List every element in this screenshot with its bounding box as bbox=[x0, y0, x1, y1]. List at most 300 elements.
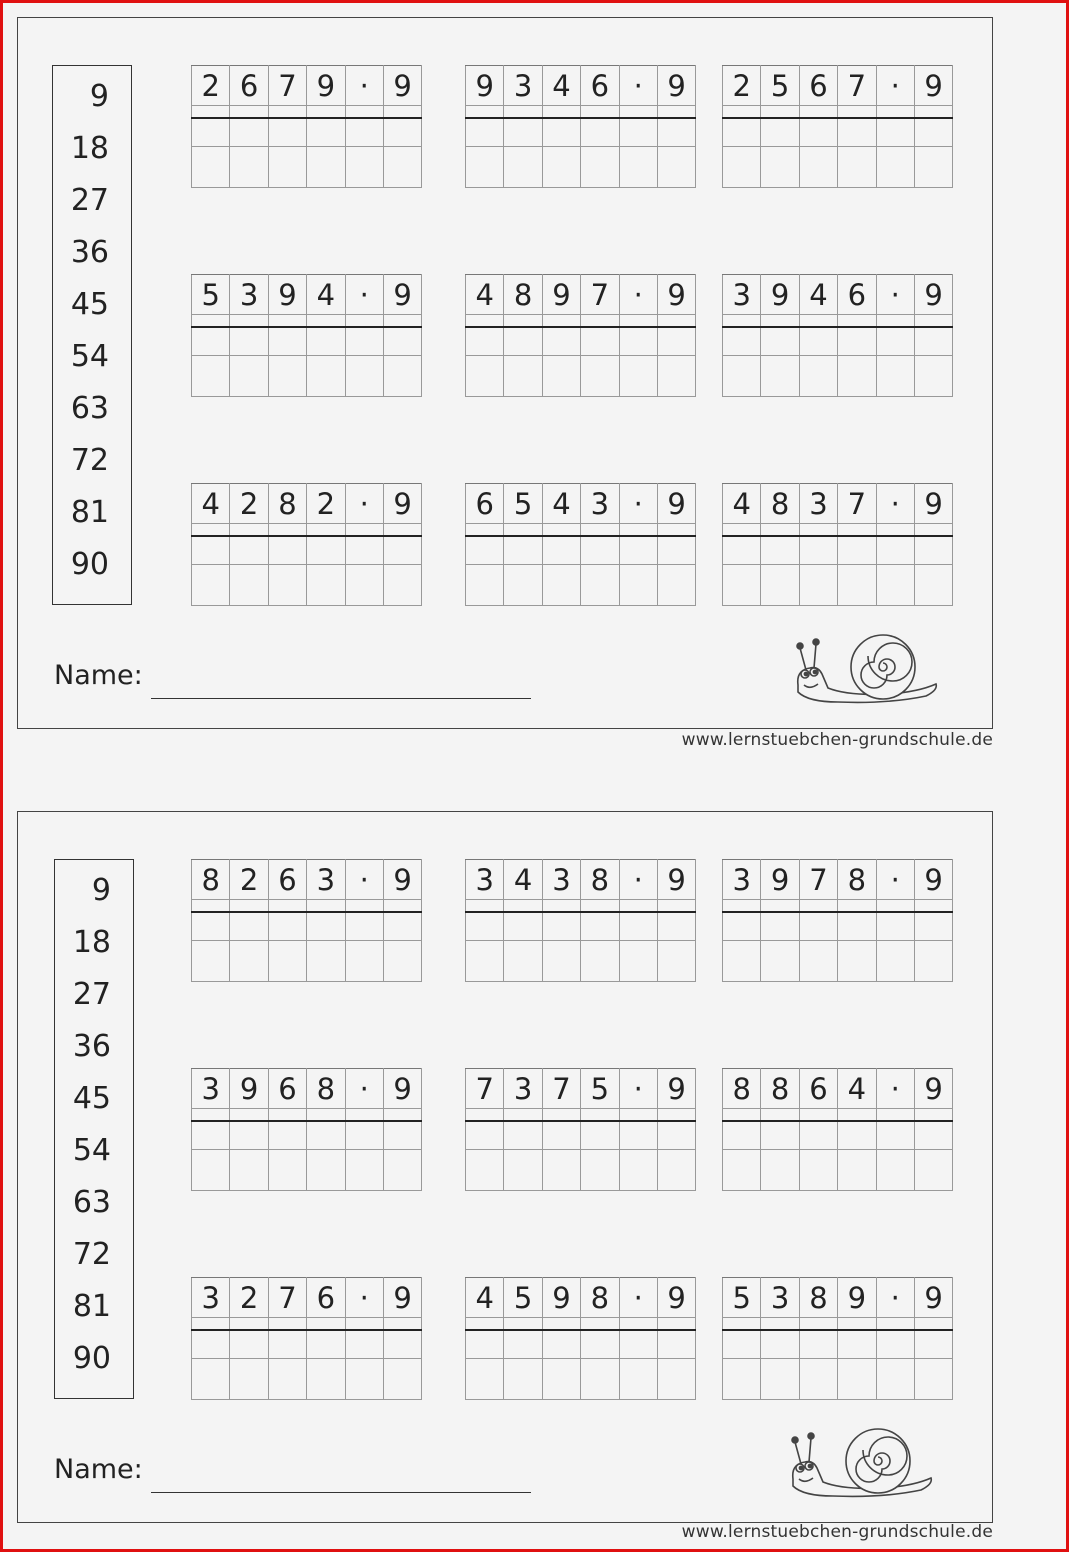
answer-cell[interactable] bbox=[914, 524, 952, 536]
answer-cell[interactable] bbox=[466, 900, 504, 912]
answer-cell[interactable] bbox=[619, 565, 657, 606]
answer-cell[interactable] bbox=[383, 118, 421, 147]
answer-cell[interactable] bbox=[345, 118, 383, 147]
answer-cell[interactable] bbox=[542, 1330, 580, 1359]
answer-cell[interactable] bbox=[542, 106, 580, 118]
answer-cell[interactable] bbox=[581, 106, 619, 118]
answer-cell[interactable] bbox=[619, 524, 657, 536]
answer-cell[interactable] bbox=[581, 941, 619, 982]
answer-cell[interactable] bbox=[799, 118, 837, 147]
answer-cell[interactable] bbox=[383, 565, 421, 606]
answer-cell[interactable] bbox=[542, 1109, 580, 1121]
answer-cell[interactable] bbox=[307, 565, 345, 606]
answer-cell[interactable] bbox=[383, 1150, 421, 1191]
answer-cell[interactable] bbox=[619, 1330, 657, 1359]
answer-cell[interactable] bbox=[657, 327, 695, 356]
answer-cell[interactable] bbox=[466, 147, 504, 188]
answer-cell[interactable] bbox=[504, 315, 542, 327]
answer-cell[interactable] bbox=[761, 118, 799, 147]
answer-cell[interactable] bbox=[876, 536, 914, 565]
answer-cell[interactable] bbox=[838, 524, 876, 536]
answer-cell[interactable] bbox=[914, 1330, 952, 1359]
answer-cell[interactable] bbox=[466, 1359, 504, 1400]
answer-cell[interactable] bbox=[504, 1109, 542, 1121]
answer-cell[interactable] bbox=[268, 900, 306, 912]
answer-cell[interactable] bbox=[230, 147, 268, 188]
answer-cell[interactable] bbox=[192, 565, 230, 606]
answer-cell[interactable] bbox=[657, 900, 695, 912]
answer-cell[interactable] bbox=[504, 565, 542, 606]
answer-cell[interactable] bbox=[914, 536, 952, 565]
answer-cell[interactable] bbox=[876, 1318, 914, 1330]
answer-cell[interactable] bbox=[761, 106, 799, 118]
answer-cell[interactable] bbox=[657, 1330, 695, 1359]
answer-cell[interactable] bbox=[761, 1121, 799, 1150]
answer-cell[interactable] bbox=[504, 536, 542, 565]
answer-cell[interactable] bbox=[581, 1330, 619, 1359]
answer-cell[interactable] bbox=[723, 147, 761, 188]
answer-cell[interactable] bbox=[307, 1359, 345, 1400]
answer-cell[interactable] bbox=[619, 1121, 657, 1150]
answer-cell[interactable] bbox=[799, 1330, 837, 1359]
answer-cell[interactable] bbox=[192, 900, 230, 912]
answer-cell[interactable] bbox=[876, 900, 914, 912]
answer-cell[interactable] bbox=[799, 147, 837, 188]
answer-cell[interactable] bbox=[799, 941, 837, 982]
answer-cell[interactable] bbox=[230, 941, 268, 982]
answer-cell[interactable] bbox=[542, 356, 580, 397]
answer-cell[interactable] bbox=[914, 1318, 952, 1330]
answer-cell[interactable] bbox=[876, 1109, 914, 1121]
answer-cell[interactable] bbox=[466, 1330, 504, 1359]
answer-cell[interactable] bbox=[876, 941, 914, 982]
answer-cell[interactable] bbox=[914, 941, 952, 982]
answer-cell[interactable] bbox=[542, 1121, 580, 1150]
answer-cell[interactable] bbox=[268, 565, 306, 606]
answer-cell[interactable] bbox=[761, 327, 799, 356]
answer-cell[interactable] bbox=[466, 536, 504, 565]
answer-cell[interactable] bbox=[504, 912, 542, 941]
answer-cell[interactable] bbox=[345, 1330, 383, 1359]
answer-cell[interactable] bbox=[619, 1109, 657, 1121]
answer-cell[interactable] bbox=[268, 327, 306, 356]
answer-cell[interactable] bbox=[581, 1150, 619, 1191]
answer-cell[interactable] bbox=[504, 1330, 542, 1359]
answer-cell[interactable] bbox=[307, 900, 345, 912]
answer-cell[interactable] bbox=[230, 118, 268, 147]
answer-cell[interactable] bbox=[838, 1109, 876, 1121]
answer-cell[interactable] bbox=[581, 565, 619, 606]
answer-cell[interactable] bbox=[345, 147, 383, 188]
answer-cell[interactable] bbox=[542, 315, 580, 327]
answer-cell[interactable] bbox=[723, 1330, 761, 1359]
answer-cell[interactable] bbox=[230, 1359, 268, 1400]
answer-cell[interactable] bbox=[657, 1121, 695, 1150]
answer-cell[interactable] bbox=[542, 1318, 580, 1330]
answer-cell[interactable] bbox=[619, 1150, 657, 1191]
answer-cell[interactable] bbox=[914, 147, 952, 188]
answer-cell[interactable] bbox=[192, 106, 230, 118]
answer-cell[interactable] bbox=[268, 536, 306, 565]
answer-cell[interactable] bbox=[192, 1330, 230, 1359]
answer-cell[interactable] bbox=[230, 524, 268, 536]
answer-cell[interactable] bbox=[799, 356, 837, 397]
answer-cell[interactable] bbox=[192, 941, 230, 982]
answer-cell[interactable] bbox=[383, 536, 421, 565]
answer-cell[interactable] bbox=[466, 912, 504, 941]
name-input-line[interactable] bbox=[151, 698, 531, 699]
answer-cell[interactable] bbox=[876, 118, 914, 147]
answer-cell[interactable] bbox=[619, 327, 657, 356]
answer-cell[interactable] bbox=[914, 900, 952, 912]
answer-cell[interactable] bbox=[504, 941, 542, 982]
answer-cell[interactable] bbox=[876, 524, 914, 536]
answer-cell[interactable] bbox=[307, 1150, 345, 1191]
answer-cell[interactable] bbox=[383, 900, 421, 912]
answer-cell[interactable] bbox=[838, 1121, 876, 1150]
answer-cell[interactable] bbox=[230, 1330, 268, 1359]
answer-cell[interactable] bbox=[619, 941, 657, 982]
answer-cell[interactable] bbox=[268, 941, 306, 982]
answer-cell[interactable] bbox=[345, 356, 383, 397]
answer-cell[interactable] bbox=[307, 1318, 345, 1330]
answer-cell[interactable] bbox=[838, 118, 876, 147]
answer-cell[interactable] bbox=[761, 524, 799, 536]
answer-cell[interactable] bbox=[581, 315, 619, 327]
answer-cell[interactable] bbox=[723, 1109, 761, 1121]
answer-cell[interactable] bbox=[542, 327, 580, 356]
answer-cell[interactable] bbox=[466, 1318, 504, 1330]
answer-cell[interactable] bbox=[307, 327, 345, 356]
answer-cell[interactable] bbox=[466, 106, 504, 118]
answer-cell[interactable] bbox=[268, 106, 306, 118]
answer-cell[interactable] bbox=[723, 1318, 761, 1330]
answer-cell[interactable] bbox=[838, 941, 876, 982]
answer-cell[interactable] bbox=[230, 912, 268, 941]
answer-cell[interactable] bbox=[230, 106, 268, 118]
answer-cell[interactable] bbox=[876, 565, 914, 606]
answer-cell[interactable] bbox=[761, 1318, 799, 1330]
answer-cell[interactable] bbox=[383, 1330, 421, 1359]
answer-cell[interactable] bbox=[383, 106, 421, 118]
answer-cell[interactable] bbox=[799, 1109, 837, 1121]
answer-cell[interactable] bbox=[192, 118, 230, 147]
answer-cell[interactable] bbox=[838, 1359, 876, 1400]
answer-cell[interactable] bbox=[466, 1150, 504, 1191]
answer-cell[interactable] bbox=[914, 1109, 952, 1121]
answer-cell[interactable] bbox=[723, 565, 761, 606]
answer-cell[interactable] bbox=[657, 356, 695, 397]
answer-cell[interactable] bbox=[268, 1330, 306, 1359]
answer-cell[interactable] bbox=[761, 1330, 799, 1359]
answer-cell[interactable] bbox=[581, 118, 619, 147]
answer-cell[interactable] bbox=[657, 912, 695, 941]
footer-url[interactable]: www.lernstuebchen-grundschule.de bbox=[681, 730, 993, 750]
answer-cell[interactable] bbox=[268, 118, 306, 147]
footer-url[interactable]: www.lernstuebchen-grundschule.de bbox=[681, 1522, 993, 1542]
answer-cell[interactable] bbox=[581, 912, 619, 941]
answer-cell[interactable] bbox=[838, 912, 876, 941]
answer-cell[interactable] bbox=[657, 1318, 695, 1330]
answer-cell[interactable] bbox=[192, 327, 230, 356]
answer-cell[interactable] bbox=[383, 1109, 421, 1121]
answer-cell[interactable] bbox=[876, 1121, 914, 1150]
answer-cell[interactable] bbox=[345, 1109, 383, 1121]
answer-cell[interactable] bbox=[268, 1121, 306, 1150]
answer-cell[interactable] bbox=[799, 1150, 837, 1191]
answer-cell[interactable] bbox=[192, 536, 230, 565]
answer-cell[interactable] bbox=[581, 327, 619, 356]
answer-cell[interactable] bbox=[761, 536, 799, 565]
answer-cell[interactable] bbox=[799, 327, 837, 356]
answer-cell[interactable] bbox=[761, 1359, 799, 1400]
answer-cell[interactable] bbox=[799, 1318, 837, 1330]
answer-cell[interactable] bbox=[268, 524, 306, 536]
answer-cell[interactable] bbox=[619, 106, 657, 118]
answer-cell[interactable] bbox=[345, 900, 383, 912]
answer-cell[interactable] bbox=[345, 327, 383, 356]
answer-cell[interactable] bbox=[504, 1359, 542, 1400]
answer-cell[interactable] bbox=[799, 912, 837, 941]
answer-cell[interactable] bbox=[838, 900, 876, 912]
answer-cell[interactable] bbox=[723, 1359, 761, 1400]
answer-cell[interactable] bbox=[192, 147, 230, 188]
answer-cell[interactable] bbox=[268, 1318, 306, 1330]
answer-cell[interactable] bbox=[230, 327, 268, 356]
answer-cell[interactable] bbox=[723, 1150, 761, 1191]
answer-cell[interactable] bbox=[192, 1150, 230, 1191]
answer-cell[interactable] bbox=[345, 1359, 383, 1400]
answer-cell[interactable] bbox=[230, 1318, 268, 1330]
answer-cell[interactable] bbox=[914, 106, 952, 118]
answer-cell[interactable] bbox=[230, 1109, 268, 1121]
answer-cell[interactable] bbox=[345, 524, 383, 536]
answer-cell[interactable] bbox=[230, 565, 268, 606]
answer-cell[interactable] bbox=[268, 315, 306, 327]
answer-cell[interactable] bbox=[838, 1330, 876, 1359]
answer-cell[interactable] bbox=[466, 327, 504, 356]
answer-cell[interactable] bbox=[581, 900, 619, 912]
answer-cell[interactable] bbox=[876, 912, 914, 941]
answer-cell[interactable] bbox=[192, 1359, 230, 1400]
answer-cell[interactable] bbox=[799, 565, 837, 606]
answer-cell[interactable] bbox=[657, 1359, 695, 1400]
answer-cell[interactable] bbox=[838, 106, 876, 118]
answer-cell[interactable] bbox=[914, 1359, 952, 1400]
answer-cell[interactable] bbox=[345, 536, 383, 565]
answer-cell[interactable] bbox=[307, 524, 345, 536]
answer-cell[interactable] bbox=[383, 941, 421, 982]
answer-cell[interactable] bbox=[307, 1121, 345, 1150]
answer-cell[interactable] bbox=[307, 356, 345, 397]
answer-cell[interactable] bbox=[657, 106, 695, 118]
answer-cell[interactable] bbox=[268, 1359, 306, 1400]
answer-cell[interactable] bbox=[192, 1318, 230, 1330]
answer-cell[interactable] bbox=[504, 1150, 542, 1191]
answer-cell[interactable] bbox=[504, 1318, 542, 1330]
answer-cell[interactable] bbox=[723, 118, 761, 147]
answer-cell[interactable] bbox=[723, 356, 761, 397]
answer-cell[interactable] bbox=[383, 147, 421, 188]
answer-cell[interactable] bbox=[542, 1150, 580, 1191]
answer-cell[interactable] bbox=[619, 118, 657, 147]
answer-cell[interactable] bbox=[466, 1109, 504, 1121]
answer-cell[interactable] bbox=[723, 912, 761, 941]
answer-cell[interactable] bbox=[383, 912, 421, 941]
answer-cell[interactable] bbox=[581, 147, 619, 188]
answer-cell[interactable] bbox=[345, 565, 383, 606]
answer-cell[interactable] bbox=[581, 1109, 619, 1121]
answer-cell[interactable] bbox=[838, 536, 876, 565]
answer-cell[interactable] bbox=[581, 536, 619, 565]
answer-cell[interactable] bbox=[307, 106, 345, 118]
answer-cell[interactable] bbox=[761, 912, 799, 941]
answer-cell[interactable] bbox=[723, 327, 761, 356]
answer-cell[interactable] bbox=[838, 565, 876, 606]
answer-cell[interactable] bbox=[619, 315, 657, 327]
answer-cell[interactable] bbox=[230, 315, 268, 327]
answer-cell[interactable] bbox=[619, 1318, 657, 1330]
answer-cell[interactable] bbox=[230, 356, 268, 397]
answer-cell[interactable] bbox=[914, 315, 952, 327]
answer-cell[interactable] bbox=[542, 536, 580, 565]
answer-cell[interactable] bbox=[723, 900, 761, 912]
answer-cell[interactable] bbox=[619, 356, 657, 397]
answer-cell[interactable] bbox=[192, 912, 230, 941]
answer-cell[interactable] bbox=[542, 912, 580, 941]
answer-cell[interactable] bbox=[838, 327, 876, 356]
answer-cell[interactable] bbox=[761, 1150, 799, 1191]
answer-cell[interactable] bbox=[657, 118, 695, 147]
answer-cell[interactable] bbox=[761, 356, 799, 397]
answer-cell[interactable] bbox=[657, 536, 695, 565]
answer-cell[interactable] bbox=[345, 941, 383, 982]
answer-cell[interactable] bbox=[192, 1121, 230, 1150]
answer-cell[interactable] bbox=[657, 315, 695, 327]
answer-cell[interactable] bbox=[876, 356, 914, 397]
answer-cell[interactable] bbox=[230, 536, 268, 565]
answer-cell[interactable] bbox=[914, 118, 952, 147]
answer-cell[interactable] bbox=[761, 315, 799, 327]
answer-cell[interactable] bbox=[723, 941, 761, 982]
answer-cell[interactable] bbox=[345, 1150, 383, 1191]
answer-cell[interactable] bbox=[581, 356, 619, 397]
answer-cell[interactable] bbox=[619, 900, 657, 912]
answer-cell[interactable] bbox=[345, 315, 383, 327]
answer-cell[interactable] bbox=[504, 118, 542, 147]
answer-cell[interactable] bbox=[619, 1359, 657, 1400]
answer-cell[interactable] bbox=[799, 536, 837, 565]
answer-cell[interactable] bbox=[466, 315, 504, 327]
answer-cell[interactable] bbox=[466, 941, 504, 982]
answer-cell[interactable] bbox=[542, 565, 580, 606]
answer-cell[interactable] bbox=[619, 912, 657, 941]
answer-cell[interactable] bbox=[876, 327, 914, 356]
answer-cell[interactable] bbox=[542, 900, 580, 912]
answer-cell[interactable] bbox=[838, 147, 876, 188]
answer-cell[interactable] bbox=[504, 356, 542, 397]
answer-cell[interactable] bbox=[345, 106, 383, 118]
answer-cell[interactable] bbox=[799, 524, 837, 536]
answer-cell[interactable] bbox=[307, 941, 345, 982]
answer-cell[interactable] bbox=[504, 327, 542, 356]
answer-cell[interactable] bbox=[799, 315, 837, 327]
answer-cell[interactable] bbox=[657, 1150, 695, 1191]
answer-cell[interactable] bbox=[542, 147, 580, 188]
answer-cell[interactable] bbox=[504, 106, 542, 118]
answer-cell[interactable] bbox=[504, 524, 542, 536]
answer-cell[interactable] bbox=[307, 1109, 345, 1121]
answer-cell[interactable] bbox=[761, 1109, 799, 1121]
answer-cell[interactable] bbox=[914, 565, 952, 606]
answer-cell[interactable] bbox=[657, 565, 695, 606]
answer-cell[interactable] bbox=[504, 1121, 542, 1150]
answer-cell[interactable] bbox=[723, 315, 761, 327]
answer-cell[interactable] bbox=[383, 1121, 421, 1150]
answer-cell[interactable] bbox=[876, 1330, 914, 1359]
answer-cell[interactable] bbox=[799, 106, 837, 118]
answer-cell[interactable] bbox=[542, 941, 580, 982]
answer-cell[interactable] bbox=[799, 1121, 837, 1150]
answer-cell[interactable] bbox=[542, 1359, 580, 1400]
answer-cell[interactable] bbox=[268, 1109, 306, 1121]
answer-cell[interactable] bbox=[761, 941, 799, 982]
answer-cell[interactable] bbox=[838, 356, 876, 397]
answer-cell[interactable] bbox=[542, 524, 580, 536]
answer-cell[interactable] bbox=[383, 524, 421, 536]
answer-cell[interactable] bbox=[619, 536, 657, 565]
answer-cell[interactable] bbox=[307, 118, 345, 147]
answer-cell[interactable] bbox=[345, 1121, 383, 1150]
answer-cell[interactable] bbox=[307, 536, 345, 565]
answer-cell[interactable] bbox=[383, 315, 421, 327]
answer-cell[interactable] bbox=[761, 147, 799, 188]
answer-cell[interactable] bbox=[466, 565, 504, 606]
answer-cell[interactable] bbox=[876, 106, 914, 118]
answer-cell[interactable] bbox=[307, 912, 345, 941]
answer-cell[interactable] bbox=[230, 900, 268, 912]
answer-cell[interactable] bbox=[466, 356, 504, 397]
answer-cell[interactable] bbox=[914, 912, 952, 941]
answer-cell[interactable] bbox=[383, 1318, 421, 1330]
answer-cell[interactable] bbox=[799, 1359, 837, 1400]
answer-cell[interactable] bbox=[345, 912, 383, 941]
answer-cell[interactable] bbox=[723, 536, 761, 565]
answer-cell[interactable] bbox=[914, 327, 952, 356]
answer-cell[interactable] bbox=[838, 315, 876, 327]
answer-cell[interactable] bbox=[838, 1318, 876, 1330]
answer-cell[interactable] bbox=[876, 1359, 914, 1400]
name-input-line[interactable] bbox=[151, 1492, 531, 1493]
answer-cell[interactable] bbox=[192, 524, 230, 536]
answer-cell[interactable] bbox=[268, 356, 306, 397]
answer-cell[interactable] bbox=[230, 1150, 268, 1191]
answer-cell[interactable] bbox=[761, 565, 799, 606]
answer-cell[interactable] bbox=[230, 1121, 268, 1150]
answer-cell[interactable] bbox=[876, 147, 914, 188]
answer-cell[interactable] bbox=[838, 1150, 876, 1191]
answer-cell[interactable] bbox=[723, 106, 761, 118]
answer-cell[interactable] bbox=[799, 900, 837, 912]
answer-cell[interactable] bbox=[581, 1121, 619, 1150]
answer-cell[interactable] bbox=[345, 1318, 383, 1330]
answer-cell[interactable] bbox=[914, 1121, 952, 1150]
answer-cell[interactable] bbox=[307, 1330, 345, 1359]
answer-cell[interactable] bbox=[268, 912, 306, 941]
answer-cell[interactable] bbox=[657, 941, 695, 982]
answer-cell[interactable] bbox=[192, 315, 230, 327]
answer-cell[interactable] bbox=[504, 900, 542, 912]
